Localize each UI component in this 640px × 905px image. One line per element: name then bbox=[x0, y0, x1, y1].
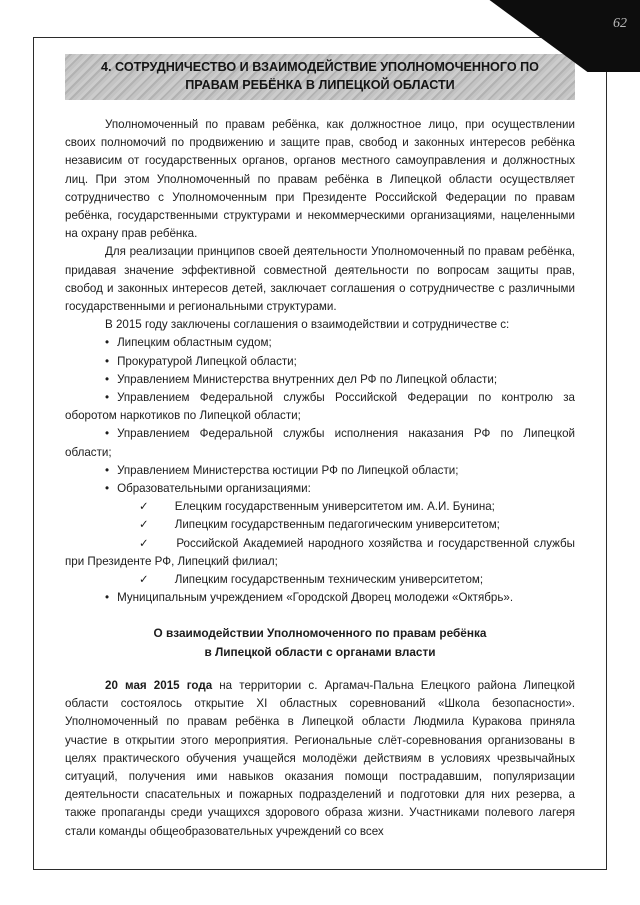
list-item-text: Прокуратурой Липецкой области; bbox=[117, 354, 297, 368]
bullet-icon: • bbox=[105, 391, 110, 405]
sub-list-item bbox=[65, 535, 575, 571]
subheading bbox=[65, 624, 575, 660]
paragraph-intro-1: Уполномоченный по правам ребёнка, как должностное лицо, при осуществлении своих полномочий по продвижению и защите прав, свобод и законных интересов ребёнка независим от государственных органов, органов местного самоуправления и должностных лиц. При этом Уполномоченный по правам ребёнка в Липецкой области осуществляет сотрудничество с Уполномоченным при Президенте Российской Федерации по правам ребёнка, государственными структурами и некоммерческими организациями, нацеленными на охрану прав ребёнка. bbox=[65, 118, 575, 241]
list-item bbox=[65, 480, 575, 498]
sub-list-item-text: Липецким государственным техническим университетом; bbox=[174, 573, 484, 587]
bullet-icon: • bbox=[105, 591, 110, 605]
list-item bbox=[65, 389, 575, 425]
check-icon: ✓ bbox=[139, 536, 151, 550]
bullet-icon: • bbox=[105, 427, 110, 441]
list-item-text: Липецким областным судом; bbox=[117, 336, 272, 350]
paragraph-intro-3: В 2015 году заключены соглашения о взаимодействии и сотрудничестве с: bbox=[105, 318, 510, 332]
sub-list-item bbox=[65, 571, 575, 589]
event-date: 20 мая 2015 года bbox=[105, 678, 213, 692]
agreements-list bbox=[65, 334, 575, 607]
paragraph-intro-2: Для реализации принципов своей деятельности Уполномоченный по правам ребёнка, придавая значение эффективной совместной деятельности по вопросам защиты прав, свобод и законных интересов детей, заключает соглашения о сотрудничестве с различными государственными и региональными структурами. bbox=[65, 245, 575, 314]
list-item bbox=[65, 353, 575, 371]
event-paragraph bbox=[65, 677, 575, 841]
list-item bbox=[65, 334, 575, 352]
bullet-icon: • bbox=[105, 463, 110, 477]
check-icon: ✓ bbox=[139, 500, 149, 514]
list-item-text: Образовательными организациями: bbox=[117, 482, 311, 496]
check-icon: ✓ bbox=[139, 518, 149, 532]
list-item-text: Управлением Министерства внутренних дел РФ по Липецкой области; bbox=[117, 372, 498, 386]
list-item-text: Муниципальным учреждением «Городской Дворец молодежи «Октябрь». bbox=[117, 591, 514, 605]
page-frame bbox=[33, 37, 607, 870]
page-number: 62 bbox=[613, 16, 627, 31]
list-item bbox=[65, 589, 575, 607]
list-item-text: Управлением Федеральной службы Российской Федерации по контролю за оборотом наркотиков по Липецкой области; bbox=[65, 391, 575, 423]
sub-list-item-text: Российской Академией народного хозяйства и государственной службы при Президенте РФ, Липецкий филиал; bbox=[65, 536, 576, 568]
sub-list-item bbox=[65, 516, 575, 534]
sub-list-item bbox=[65, 498, 575, 516]
list-item-text: Управлением Министерства юстиции РФ по Липецкой области; bbox=[117, 463, 459, 477]
bullet-icon: • bbox=[105, 372, 110, 386]
sub-list-item-text: Елецким государственным университетом им. А.И. Бунина; bbox=[174, 500, 495, 514]
event-text: на территории с. Аргамач-Пальна Елецкого района Липецкой области состоялось открытие XI областных соревнований «Школа безопасности». Уполномоченный по правам ребёнка в Липецкой области Людмила Куракова приняла участие в открытии этого мероприятия. Региональные слёт-соревнования организованы в целях практического обучения учащейся молодёжи действиям в условиях чрезвычайных ситуаций, получения ими навыков оказания помощи пострадавшим, популяризации деятельности спасательных и пожарных подразделений и подготовки для них резерва, а также пропаганды среди учащихся здорового образа жизни. Участниками полевого лагеря стали команды общеобразовательных учреждений со всех bbox=[65, 678, 575, 838]
bullet-icon: • bbox=[105, 354, 110, 368]
section-title: 4. СОТРУДНИЧЕСТВО И ВЗАИМОДЕЙСТВИЕ УПОЛНОМОЧЕННОГО ПО ПРАВАМ РЕБЁНКА В ЛИПЕЦКОЙ ОБЛАСТИ bbox=[65, 54, 575, 100]
sub-list-item-text: Липецким государственным педагогическим университетом; bbox=[174, 518, 500, 532]
list-item bbox=[65, 462, 575, 480]
list-item-text: Управлением Федеральной службы исполнения наказания РФ по Липецкой области; bbox=[65, 427, 575, 459]
subheading-line-2: в Липецкой области с органами власти bbox=[204, 644, 436, 659]
check-icon: ✓ bbox=[139, 573, 149, 587]
bullet-icon: • bbox=[105, 482, 110, 496]
bullet-icon: • bbox=[105, 336, 110, 350]
list-item bbox=[65, 425, 575, 461]
list-item bbox=[65, 371, 575, 389]
subheading-line-1: О взаимодействии Уполномоченного по правам ребёнка bbox=[153, 626, 487, 641]
